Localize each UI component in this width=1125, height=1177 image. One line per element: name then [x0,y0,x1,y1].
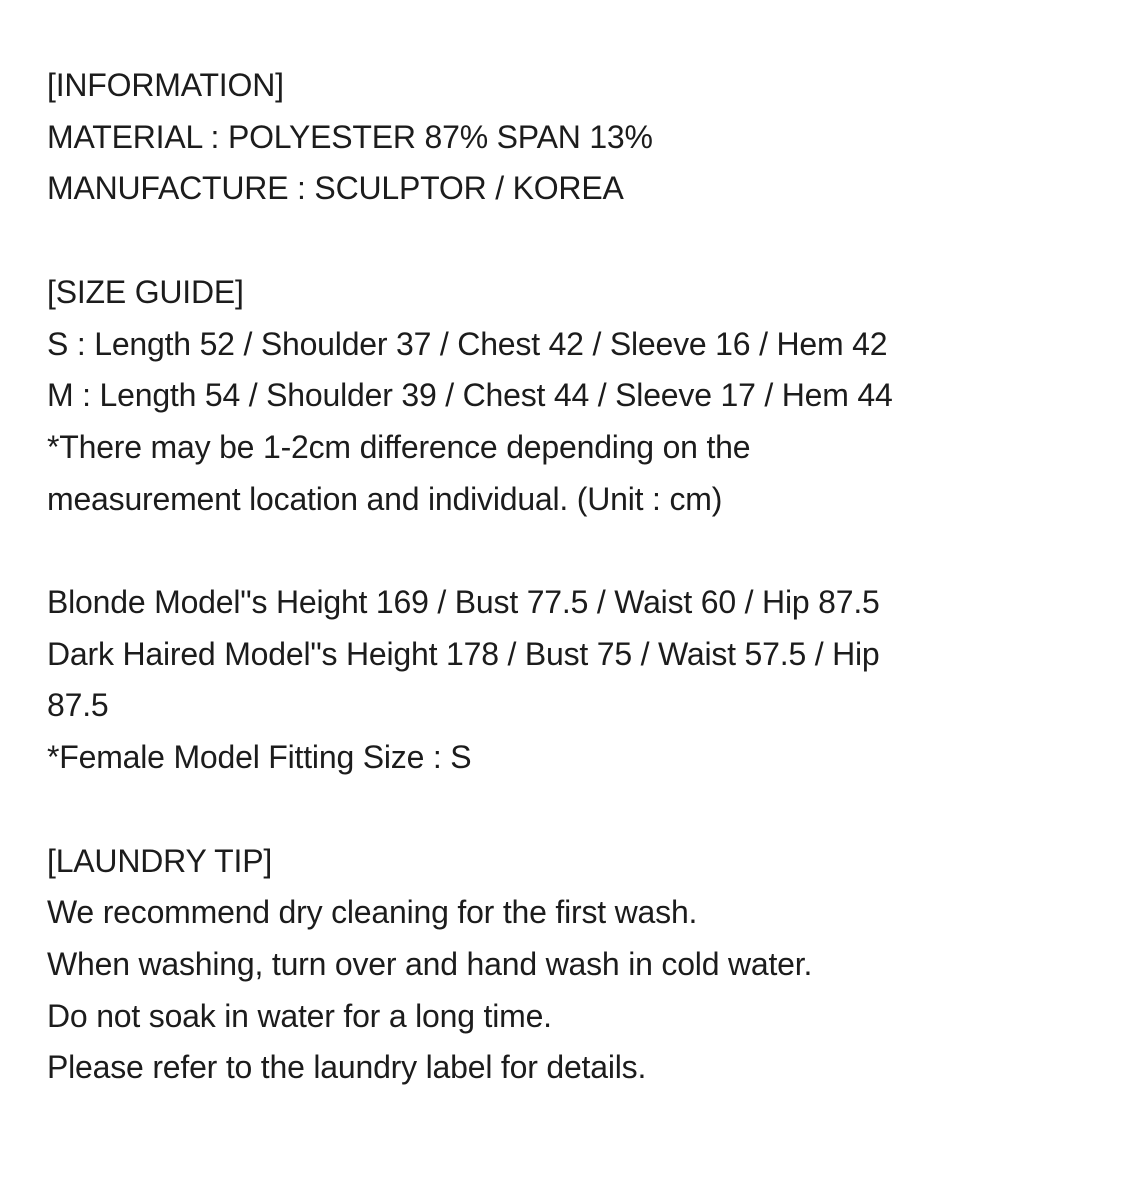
product-info-document [47,60,1107,1094]
size-guide-header: [SIZE GUIDE] [47,273,244,310]
laundry-line2: When washing, turn over and hand wash in cold water. [47,945,813,982]
manufacture-text: MANUFACTURE : SCULPTOR / KOREA [47,170,624,207]
material-text: MATERIAL : POLYESTER 87% SPAN 13% [47,118,653,155]
size-s-text: S : Length 52 / Shoulder 37 / Chest 42 / Sleeve 16 / Hem 42 [47,325,888,362]
fitting-size-text: *Female Model Fitting Size : S [47,739,472,776]
section-spacer [47,215,1107,267]
laundry-line1: We recommend dry cleaning for the first wash. [47,894,698,931]
models-section [47,577,1107,784]
information-header: [INFORMATION] [47,67,284,103]
size-m-text: M : Length 54 / Shoulder 39 / Chest 44 / Sleeve 17 / Hem 44 [47,377,893,414]
size-note-line2: measurement location and individual. (Unit : cm) [47,480,723,517]
dark-model-text-line1: Dark Haired Model"s Height 178 / Bust 75 / Waist 57.5 / Hip [47,635,880,672]
dark-model-text-line2: 87.5 [47,687,109,724]
information-section [47,60,1107,215]
laundry-header: [LAUNDRY TIP] [47,842,273,879]
blonde-model-text: Blonde Model"s Height 169 / Bust 77.5 / Waist 60 / Hip 87.5 [47,584,880,620]
section-spacer [47,784,1107,836]
section-spacer [47,525,1107,577]
laundry-line3: Do not soak in water for a long time. [47,997,552,1034]
laundry-line4: Please refer to the laundry label for details. [47,1049,647,1086]
size-guide-section [47,267,1107,526]
laundry-section [47,836,1107,1095]
size-note-line1: *There may be 1-2cm difference depending on the [47,428,751,465]
